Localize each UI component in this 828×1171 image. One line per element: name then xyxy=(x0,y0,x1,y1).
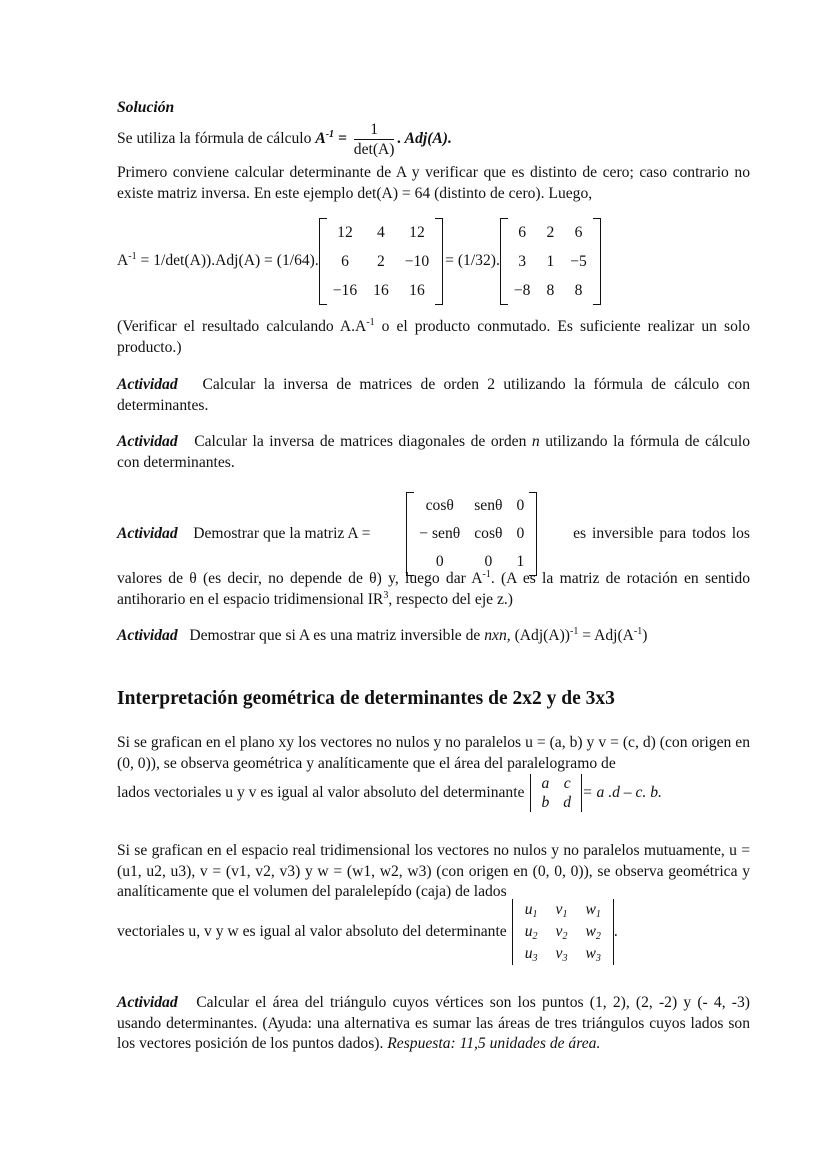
matrix-cell: b xyxy=(541,794,550,811)
activity-3: Actividad Demostrar que la matriz A = cosθ senθ 0 − senθ cosθ 0 0 0 1 es inversible para todos los xyxy=(117,492,750,576)
paragraph-2d: Si se grafican en el plano xy los vectores no nulos y no paralelos u = (a, b) y v = (c, d) (con origen en (0, 0)), se observa geométrica y analíticamente que el área del paralelogramo de xyxy=(117,734,750,772)
matrix-cell: 0 xyxy=(435,553,444,570)
activity-3-continued: valores de θ (es decir, no depende de θ) y, luego dar $A^{-1}$. (A es la matriz de rotación en sentido antihorario en el espacio tridimensional $IR^3$, respecto del eje z.) xyxy=(117,569,750,608)
matrix-row xyxy=(325,247,437,276)
matrix-cell: $v_2$ xyxy=(555,923,568,942)
matrix-cell: 0 xyxy=(516,525,525,542)
matrix-cell: −16 xyxy=(332,282,358,299)
matrix-cell: 1 xyxy=(546,253,555,270)
formula-fraction: $\frac{1}{\det(A)}$ xyxy=(353,121,395,158)
matrix-cell: cosθ xyxy=(425,497,454,514)
matrix-row xyxy=(534,774,578,793)
matrix-cell: − senθ xyxy=(419,525,461,542)
rotation-matrix xyxy=(406,492,537,576)
matrix-row xyxy=(506,247,595,276)
matrix-cell: cosθ xyxy=(474,525,503,542)
matrix-cell: −5 xyxy=(570,253,587,270)
matrix-row xyxy=(534,793,578,812)
matrix-cell: 2 xyxy=(377,253,385,270)
inverse-calculation xyxy=(117,218,750,305)
activity-1: Actividad Calcular la inversa de matrices de orden 2 utilizando la fórmula de cálculo con determinantes. xyxy=(117,376,750,414)
matrix-cell: $u_2$ xyxy=(524,923,538,942)
matrix-cell: 1 xyxy=(516,553,525,570)
matrix-cell: 8 xyxy=(546,282,555,299)
matrix-row xyxy=(325,218,437,247)
formula-rhs: . Adj(A). xyxy=(397,130,452,148)
matrix-cell: 12 xyxy=(337,224,353,241)
activity-2: Actividad Calcular la inversa de matrices diagonales de orden n utilizando la fórmula de cálculo con determinantes. xyxy=(117,433,750,471)
verify-note: (Verificar el resultado calculando $A.A^{-1}$ o el producto conmutado. Es suficiente realizar un solo producto.) xyxy=(117,317,750,356)
formula-lhs: $A^{-1}$ = xyxy=(315,129,347,148)
paragraph-determinant: Primero conviene calcular determinante de A y verificar que es distinto de cero; caso contrario no existe matriz inversa. En este ejemplo det(A) = 64 (distinto de cero). Luego, xyxy=(117,164,750,202)
matrix-row xyxy=(506,276,595,305)
matrix-cell: senθ xyxy=(474,497,503,514)
matrix-row xyxy=(516,899,610,921)
matrix-cell: a xyxy=(541,775,550,792)
matrix-cell: $v_3$ xyxy=(555,945,568,964)
matrix-cell: $u_3$ xyxy=(524,945,538,964)
determinant-3x3 xyxy=(512,899,614,965)
matrix-cell: $w_1$ xyxy=(585,901,601,920)
matrix-cell: $w_3$ xyxy=(585,945,601,964)
formula-intro: Se utiliza la fórmula de cálculo xyxy=(117,130,316,148)
det3-line: vectoriales u, v y w es igual al valor absoluto del determinante $u_1$ $v_1$ $w_1$ $u_2$ $v_2$ $w_2$ $u_3$ $v_3$ $w_3$ . xyxy=(117,901,618,964)
matrix-cell: 16 xyxy=(373,282,389,299)
matrix-cell: c xyxy=(563,775,571,792)
calc-eq: = (1/32). xyxy=(445,252,500,270)
matrix-cell: 4 xyxy=(377,224,385,241)
matrix-cell: −10 xyxy=(404,253,430,270)
adjugate-matrix xyxy=(319,218,443,305)
det2-rhs: = a .d – c. b. xyxy=(582,783,662,801)
matrix-cell: 6 xyxy=(574,224,583,241)
matrix-row xyxy=(516,921,610,943)
matrix-cell: 6 xyxy=(518,224,527,241)
matrix-row xyxy=(325,276,437,305)
matrix-cell: $w_2$ xyxy=(585,923,601,942)
paragraph-3d: Si se grafican en el espacio real tridimensional los vectores no nulos y no paralelos mutuamente, u = (u1, u2, u3), v = (v1, v2, v3) y w = (w1, w2, w3) (con origen en (0, 0, 0)), se observa geométrica y analíticamente que el volumen del paralelepído (caja) de lados xyxy=(117,842,750,900)
matrix-cell: $u_1$ xyxy=(524,901,538,920)
activity-triangle: Actividad Calcular el área del triángulo cuyos vértices son los puntos (1, 2), (2, -2) y (- 4, -3) usando determinantes. (Ayuda: una alternativa es sumar las áreas de tres triángulos cuyos lados son los vectores posición de los puntos dados). Respuesta: 11,5 unidades de área. xyxy=(117,994,750,1052)
matrix-cell: 6 xyxy=(341,253,349,270)
section-heading: Interpretación geométrica de determinantes de 2x2 y de 3x3 xyxy=(117,688,615,709)
matrix-cell: 12 xyxy=(409,224,425,241)
matrix-row xyxy=(506,218,595,247)
result-matrix xyxy=(500,218,601,305)
calc-lhs: $A^{-1} = 1/\det(A)).Adj(A) = (1/64)$. xyxy=(117,251,319,270)
matrix-cell: 0 xyxy=(484,553,493,570)
matrix-row xyxy=(516,943,610,965)
det2-line: lados vectoriales u y v es igual al valor absoluto del determinante a c b d = a .d – c. b. xyxy=(117,775,662,811)
activity-4: Actividad Demostrar que si A es una matriz inversible de nxn, $(Adj(A))^{-1} = Adj(A^{-1})$ xyxy=(117,626,648,644)
matrix-row xyxy=(412,520,531,548)
matrix-cell: 0 xyxy=(516,497,525,514)
determinant-2x2 xyxy=(530,774,582,812)
matrix-cell: −8 xyxy=(513,282,531,299)
matrix-cell: d xyxy=(563,794,572,811)
formula-line xyxy=(117,120,750,159)
solution-heading: Solución xyxy=(117,99,175,116)
matrix-row xyxy=(412,492,531,520)
matrix-cell: 16 xyxy=(409,282,425,299)
matrix-cell: $v_1$ xyxy=(555,901,568,920)
matrix-cell: 2 xyxy=(546,224,555,241)
matrix-cell: 8 xyxy=(574,282,583,299)
matrix-cell: 3 xyxy=(518,253,527,270)
answer: Respuesta: 11,5 unidades de área. xyxy=(387,1035,601,1052)
